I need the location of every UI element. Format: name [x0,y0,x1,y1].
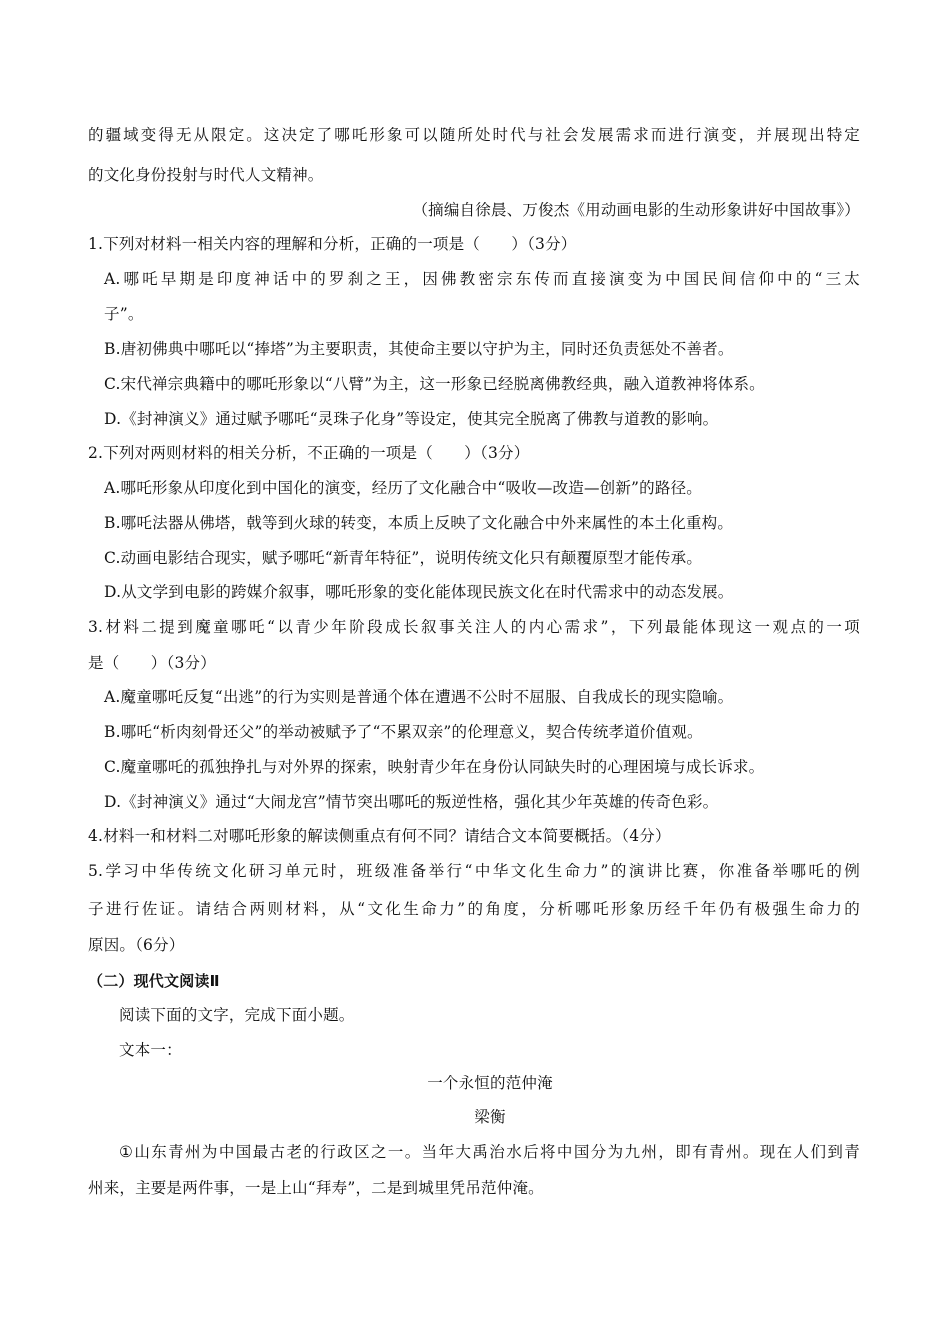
q2-option-d: D.从文学到电影的跨媒介叙事，哪吒形象的变化能体现民族文化在时代需求中的动态发展。 [104,583,734,601]
q2-option-c: C.动画电影结合现实，赋予哪吒“新青年特征”，说明传统文化只有颠覆原型才能传承。 [104,549,703,567]
q5-line-3: 原因。（6分） [88,936,185,954]
q3-option-a: A.魔童哪吒反复“出逃”的行为实则是普通个体在遭遇不公时不屈服、自我成长的现实隐喻。 [104,688,734,706]
article-author: 梁衡 [474,1108,506,1126]
article-paragraph-1-line-1 [119,1141,860,1163]
text-one-label: 文本一： [119,1041,182,1059]
q2-option-a: A.哪吒形象从印度化到中国化的演变，经历了文化融合中“吸收—改造—创新”的路径。 [104,479,702,497]
q1-stem: 1.下列对材料一相关内容的理解和分析，正确的一项是（ ）（3分） [88,235,577,253]
passage-line-1: 的疆域变得无从限定。这决定了哪吒形象可以随所处时代与社会发展需求而进行演变，并展现出特定 [88,126,860,144]
reading-instruction: 阅读下面的文字，完成下面小题。 [119,1006,355,1024]
q1-option-a-line2: 子”。 [104,305,144,323]
q5-line-1: 5.学习中华传统文化研习单元时，班级准备举行“中华文化生命力”的演讲比赛，你准备举哪吒的例 [88,862,860,880]
q1-option-d: D.《封神演义》通过赋予哪吒“灵珠子化身”等设定，使其完全脱离了佛教与道教的影响。 [104,410,719,428]
passage-source: （摘编自徐晨、万俊杰《用动画电影的生动形象讲好中国故事》） [412,201,860,219]
q3-option-b: B.哪吒“析肉刻骨还父”的举动被赋予了“不累双亲”的伦理意义，契合传统孝道价值观。 [104,723,703,741]
paragraph-1-text: 山东青州为中国最古老的行政区之一。当年大禹治水后将中国分为九州，即有青州。现在人们到青 [134,1143,860,1161]
q3-option-c: C.魔童哪吒的孤独挣扎与对外界的探索，映射青少年在身份认同缺失时的心理困境与成长诉求。 [104,758,765,776]
passage-line-2: 的文化身份投射与时代人文精神。 [88,166,324,184]
paragraph-number: ① [119,1143,135,1161]
q1-option-a-line1: A.哪吒早期是印度神话中的罗刹之王，因佛教密宗东传而直接演变为中国民间信仰中的“三太 [104,270,860,288]
article-paragraph-1-line-2: 州来，主要是两件事，一是上山“拜寿”，二是到城里凭吊范仲淹。 [88,1179,544,1197]
q2-stem: 2.下列对两则材料的相关分析，不正确的一项是（ ）（3分） [88,444,530,462]
q4-stem: 4.材料一和材料二对哪吒形象的解读侧重点有何不同？请结合文本简要概括。（4分） [88,827,671,845]
article-title: 一个永恒的范仲淹 [427,1074,553,1092]
section-heading: （二）现代文阅读Ⅱ [88,972,220,990]
q1-option-b: B.唐初佛典中哪吒以“捧塔”为主要职责，其使命主要以守护为主，同时还负责惩处不善者。 [104,340,734,358]
q3-stem-line2: 是（ ）（3分） [88,654,216,672]
q1-option-c: C.宋代禅宗典籍中的哪吒形象以“八臂”为主，这一形象已经脱离佛教经典，融入道教神将体系。 [104,375,765,393]
q3-stem-line1: 3.材料二提到魔童哪吒“以青少年阶段成长叙事关注人的内心需求”，下列最能体现这一观点的一项 [88,618,860,636]
q2-option-b: B.哪吒法器从佛塔，戟等到火球的转变，本质上反映了文化融合中外来属性的本土化重构。 [104,514,734,532]
q3-option-d: D.《封神演义》通过“大闹龙宫”情节突出哪吒的叛逆性格，强化其少年英雄的传奇色彩。 [104,793,719,811]
q5-line-2: 子进行佐证。请结合两则材料，从“文化生命力”的角度，分析哪吒形象历经千年仍有极强生命力的 [88,900,860,918]
